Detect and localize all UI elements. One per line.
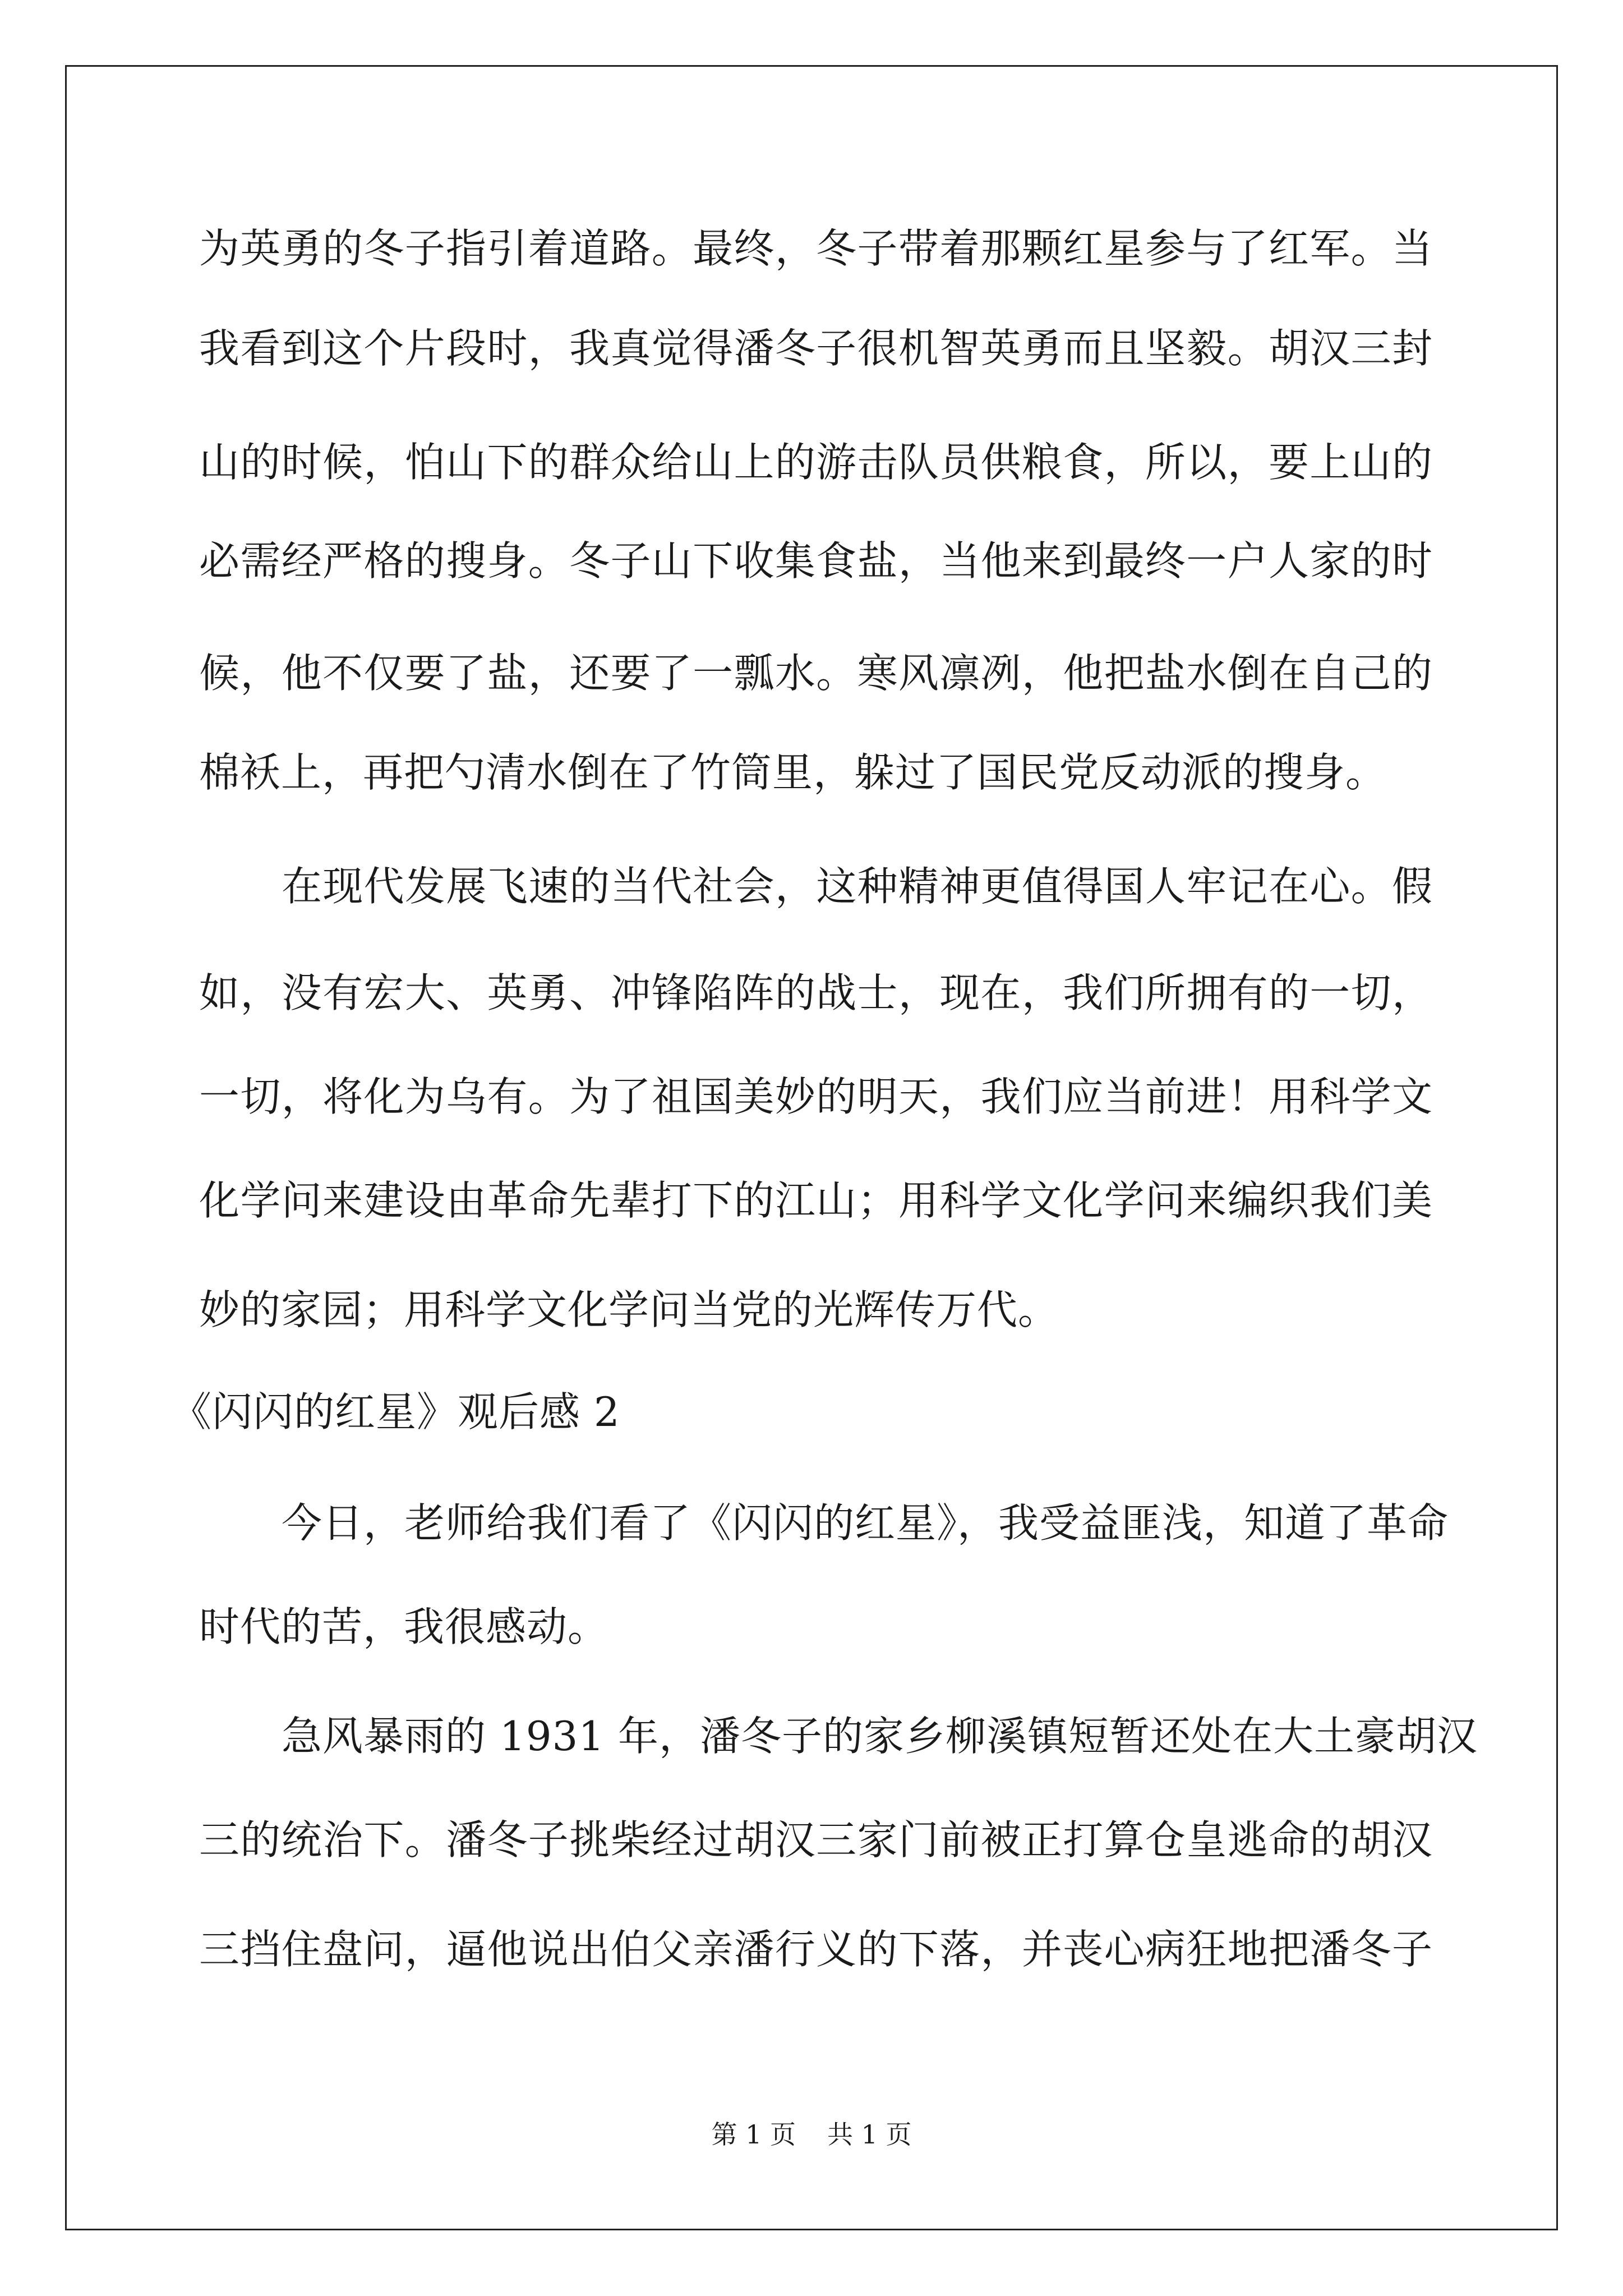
section-title: 《闪闪的红星》观后感 2: [171, 1388, 620, 1435]
page-number-current: 第 1 页: [711, 2119, 796, 2150]
paragraph-line: 化学问来建设由革命先辈打下的江山；用科学文化学问来编织我们美: [199, 1177, 1433, 1224]
paragraph-line: 三挡住盘问，逼他说出伯父亲潘行义的下落，并丧心病狂地把潘冬子: [199, 1926, 1433, 1973]
paragraph-line: 一切，将化为乌有。为了祖国美妙的明天，我们应当前进！用科学文: [199, 1073, 1433, 1120]
page-number-total: 共 1 页: [827, 2119, 912, 2150]
paragraph-line: 我看到这个片段时，我真觉得潘冬子很机智英勇而且坚毅。胡汉三封: [199, 325, 1433, 372]
paragraph-line: 妙的家园；用科学文化学问当党的光辉传万代。: [199, 1286, 1059, 1333]
paragraph-line: 三的统治下。潘冬子挑柴经过胡汉三家门前被正打算仓皇逃命的胡汉: [199, 1816, 1433, 1864]
paragraph-line: 棉袄上，再把勺清水倒在了竹筒里，躲过了国民党反动派的搜身。: [199, 749, 1387, 796]
paragraph-line: 急风暴雨的 1931 年，潘冬子的家乡柳溪镇短暂还处在大土豪胡汉: [282, 1713, 1478, 1760]
page-footer: [0, 2118, 1623, 2151]
paragraph-line: 山的时候，怕山下的群众给山上的游击队员供粮食，所以，要上山的: [199, 439, 1433, 486]
paragraph-line: 候，他不仅要了盐，还要了一瓢水。寒风凛冽，他把盐水倒在自己的: [199, 650, 1433, 697]
page-border: [65, 65, 1558, 2230]
paragraph-line: 为英勇的冬子指引着道路。最终，冬子带着那颗红星参与了红军。当: [199, 225, 1433, 272]
paragraph-line: 如，没有宏大、英勇、冲锋陷阵的战士，现在，我们所拥有的一切，: [199, 969, 1433, 1016]
paragraph-line: 时代的苦，我很感动。: [199, 1603, 609, 1650]
paragraph-line: 在现代发展飞速的当代社会，这种精神更值得国人牢记在心。假: [282, 863, 1433, 910]
paragraph-line: 今日，老师给我们看了《闪闪的红星》，我受益匪浅，知道了革命: [282, 1499, 1449, 1547]
paragraph-line: 必需经严格的搜身。冬子山下收集食盐，当他来到最终一户人家的时: [199, 537, 1433, 585]
